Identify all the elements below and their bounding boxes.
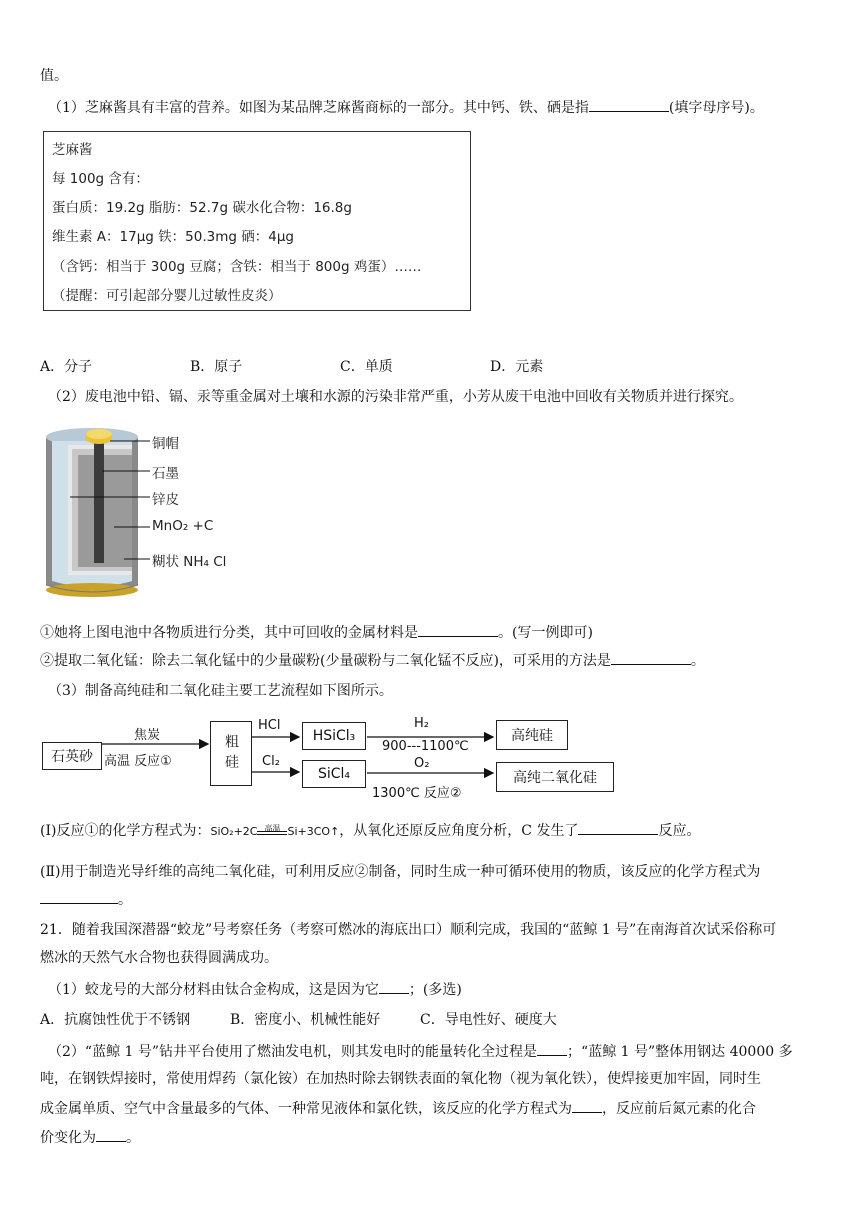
q20-part3: （3）制备高纯硅和二氧化硅主要工艺流程如下图所示。	[48, 683, 393, 699]
q21-part2-line1	[48, 1041, 793, 1062]
q20-part1	[48, 97, 764, 118]
answer-blank[interactable]	[578, 820, 658, 835]
option-c[interactable]: C．导电性好、硬度大	[420, 1012, 557, 1028]
label-graphite: 石墨	[152, 466, 179, 482]
q20-sub-b-tail: 。	[690, 653, 705, 669]
q21-options	[40, 1010, 557, 1030]
label-hcl: HCl	[258, 718, 281, 733]
label-mno2: MnO₂ +C	[152, 518, 214, 534]
option-a[interactable]: A．分子	[40, 359, 93, 375]
answer-blank[interactable]	[418, 622, 498, 637]
label-coke: 焦炭	[134, 728, 161, 743]
box-pure-silicon: 高纯硅	[496, 720, 568, 750]
q21-part1	[48, 979, 462, 1000]
option-c[interactable]: C．单质	[340, 359, 393, 375]
q20-part1-tail: (填字母序号)。	[668, 100, 764, 116]
q21-part2-text-a: （2）“蓝鲸 1 号”钻井平台使用了燃油发电机，则其发电时的能量转化全过程是	[48, 1044, 538, 1060]
q21-part1-tail: ；(多选)	[408, 982, 462, 998]
q21-stem-line2: 燃冰的天然气水合物也获得圆满成功。	[40, 950, 278, 966]
q20-sub-a	[40, 622, 593, 643]
process-flow-diagram	[42, 714, 622, 804]
label-zinc: 锌皮	[152, 492, 179, 508]
q21-part2-line3	[40, 1098, 756, 1119]
label-row4: （提醒：可引起部分婴儿过敏性皮炎）	[52, 288, 282, 304]
q21-part2-line3-a: 成金属单质、空气中含量最多的气体、一种常见液体和氯化铁，该反应的化学方程式为	[40, 1101, 572, 1117]
label-h2: H₂	[414, 716, 429, 731]
label-per: 每 100g 含有：	[52, 171, 149, 187]
answer-blank[interactable]	[572, 1098, 602, 1113]
label-nh4cl: 糊状 NH₄ Cl	[152, 554, 227, 570]
q21-part2-line2: 吨，在钢铁焊接时，常使用焊药（氯化铵）在加热时除去钢铁表面的氧化物（视为氧化铁），使焊接更加牢固，同时生	[40, 1071, 761, 1087]
label-row3: （含钙：相当于 300g 豆腐；含铁：相当于 800g 鸡蛋）……	[52, 259, 422, 275]
label-o2: O₂	[414, 756, 430, 771]
label-temp2: 1300℃ 反应②	[372, 786, 462, 801]
box-hsicl3: HSiCl₃	[302, 722, 366, 750]
condition-label: 高温	[264, 824, 281, 833]
fragment-text: 值。	[40, 68, 68, 84]
answer-blank[interactable]	[537, 1041, 567, 1056]
q21-part2-line4	[40, 1127, 140, 1148]
label-cl2: Cl₂	[262, 754, 280, 769]
box-quartz-sand: 石英砂	[42, 742, 102, 770]
label-high-temp-r1: 高温 反应①	[104, 754, 172, 769]
answer-blank[interactable]	[611, 650, 691, 665]
option-b[interactable]: B．原子	[190, 359, 243, 375]
answer-blank[interactable]	[96, 1127, 126, 1142]
label-row1: 蛋白质：19.2g 脂肪：52.7g 碳水化合物：16.8g	[52, 200, 352, 216]
q20-sub-I-pre: (Ⅰ)反应①的化学方程式为：	[40, 823, 211, 839]
q20-sub-a-tail: 。(写一例即可)	[498, 625, 593, 641]
q20-sub-II-blank-line	[40, 889, 132, 910]
q21-part2-line3-b: ，反应前后氮元素的化合	[602, 1101, 756, 1117]
option-d[interactable]: D．元素	[490, 359, 544, 375]
q20-part2: （2）废电池中铅、镉、汞等重金属对土壤和水源的污染非常严重，小芳从废干电池中回收有关物质并进行探究。	[48, 389, 743, 405]
q20-sub-II-tail: 。	[118, 892, 132, 908]
equation-condition	[257, 824, 287, 835]
q21-part2-line4-a: 价变化为	[40, 1130, 96, 1146]
answer-blank[interactable]	[589, 97, 669, 112]
q20-sub-I-tail: 反应。	[658, 823, 701, 839]
label-temp1: 900---1100℃	[382, 739, 469, 754]
options-row	[40, 357, 543, 377]
box-crude-silicon: 粗硅	[210, 721, 252, 786]
battery-diagram	[44, 425, 264, 600]
equation-right: Si+3CO↑	[287, 825, 340, 838]
q20-part1-text: （1）芝麻酱具有丰富的营养。如图为某品牌芝麻酱商标的一部分。其中钙、铁、硒是指	[48, 100, 589, 116]
label-title: 芝麻酱	[52, 142, 93, 158]
q21-part2-text-b: ；“蓝鲸 1 号”整体用钢达 40000 多	[567, 1044, 793, 1060]
answer-blank[interactable]	[40, 889, 118, 904]
product-label-image	[43, 131, 471, 311]
q20-sub-I	[40, 820, 700, 842]
q20-sub-I-post: ，从氧化还原反应角度分析，C 发生了	[339, 823, 579, 839]
q21-part2-line4-b: 。	[126, 1130, 140, 1146]
box-sicl4: SiCl₄	[302, 760, 366, 788]
q21-stem-line1: 21．随着我国深潜器“蛟龙”号考察任务（考察可燃冰的海底出口）顺利完成，我国的“蓝鲸 1 号”在南海首次试采俗称可	[40, 922, 777, 938]
q20-sub-b	[40, 650, 705, 671]
q20-sub-a-text: ①她将上图电池中各物质进行分类，其中可回收的金属材料是	[40, 625, 418, 641]
q20-sub-II: (Ⅱ)用于制造光导纤维的高纯二氧化硅，可利用反应②制备，同时生成一种可循环使用的物质，该反应的化学方程式为	[40, 864, 761, 880]
equation-left: SiO₂+2C	[210, 825, 258, 838]
label-row2: 维生素 A：17μg 铁：50.3mg 硒：4μg	[52, 229, 294, 245]
option-a[interactable]: A．抗腐蚀性优于不锈钢	[40, 1012, 191, 1028]
answer-blank[interactable]	[379, 979, 409, 994]
q20-sub-b-text: ②提取二氧化锰：除去二氧化锰中的少量碳粉(少量碳粉与二氧化锰不反应)，可采用的方法是	[40, 653, 611, 669]
q21-part1-text: （1）蛟龙号的大部分材料由钛合金构成，这是因为它	[48, 982, 379, 998]
label-copper-cap: 铜帽	[152, 436, 179, 452]
box-pure-silica: 高纯二氧化硅	[496, 762, 614, 792]
option-b[interactable]: B．密度小、机械性能好	[230, 1012, 381, 1028]
